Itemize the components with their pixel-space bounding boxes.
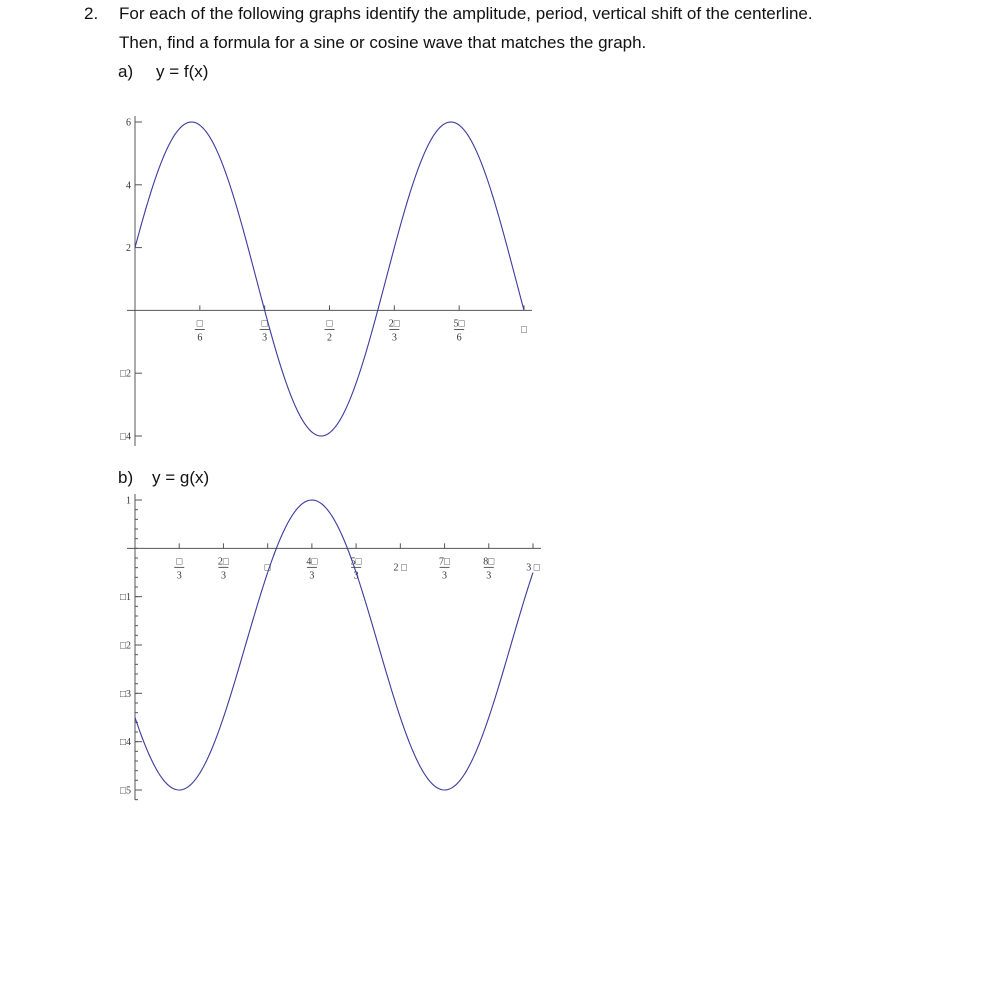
question-text-line1: For each of the following graphs identify the amplitude, period, vertical shift of the centerline. [119, 4, 813, 23]
y-tick-label: 2 [126, 243, 131, 255]
y-tick-label: □4 [119, 431, 131, 443]
x-tick-label-numerator: 4□ [306, 556, 318, 568]
x-tick-label-numerator: 8□ [483, 556, 495, 568]
y-tick-label: 6 [126, 117, 131, 129]
graph-a [120, 116, 532, 446]
curve-g(x) [135, 500, 533, 790]
x-tick-label-numerator: 5□ [453, 318, 465, 330]
x-tick-label-numerator: 2□ [388, 318, 400, 330]
x-tick-label-denominator: 3 [391, 332, 397, 344]
x-tick-label: □ [264, 562, 271, 574]
y-tick-label: □5 [119, 785, 131, 797]
y-tick-label: 1 [126, 495, 131, 507]
part-b-label: b) [118, 468, 134, 487]
x-tick-label: 3 □ [526, 562, 540, 574]
curve-f(x) [135, 122, 524, 436]
x-tick-label-numerator: 2□ [217, 556, 229, 568]
part-a-equation: y = f(x) [156, 62, 209, 81]
x-tick-label-denominator: 6 [197, 332, 203, 344]
x-tick-label-denominator: 2 [327, 332, 332, 344]
y-tick-label: 4 [126, 180, 131, 192]
question-number: 2. [84, 4, 99, 23]
y-tick-label: □2 [119, 640, 131, 652]
x-tick-label-numerator: 5□ [350, 556, 362, 568]
x-tick-label: 2 □ [393, 562, 408, 574]
x-tick-label-denominator: 3 [176, 570, 182, 582]
y-tick-label: □1 [119, 592, 131, 604]
graph-b [120, 494, 541, 800]
x-tick-label-denominator: 3 [309, 570, 315, 582]
x-tick-label: □ [520, 324, 528, 336]
x-tick-label-numerator: □ [261, 318, 268, 330]
x-tick-label-numerator: 7□ [439, 556, 451, 568]
y-tick-label: □3 [119, 688, 131, 700]
y-tick-label: □2 [119, 368, 131, 380]
x-tick-label-denominator: 3 [353, 570, 359, 582]
y-tick-label: □4 [119, 737, 131, 749]
x-tick-label-denominator: 6 [456, 332, 462, 344]
x-tick-label-numerator: □ [196, 318, 203, 330]
part-b-equation: y = g(x) [152, 468, 210, 487]
question-text-line2: Then, find a formula for a sine or cosine wave that matches the graph. [119, 33, 647, 52]
x-tick-label-numerator: □ [176, 556, 183, 568]
x-tick-label-denominator: 3 [220, 570, 226, 582]
x-tick-label-denominator: 3 [486, 570, 492, 582]
x-tick-label-denominator: 3 [262, 332, 268, 344]
part-a-label: a) [118, 62, 134, 81]
x-tick-label-denominator: 3 [442, 570, 448, 582]
x-tick-label-numerator: □ [326, 318, 333, 330]
